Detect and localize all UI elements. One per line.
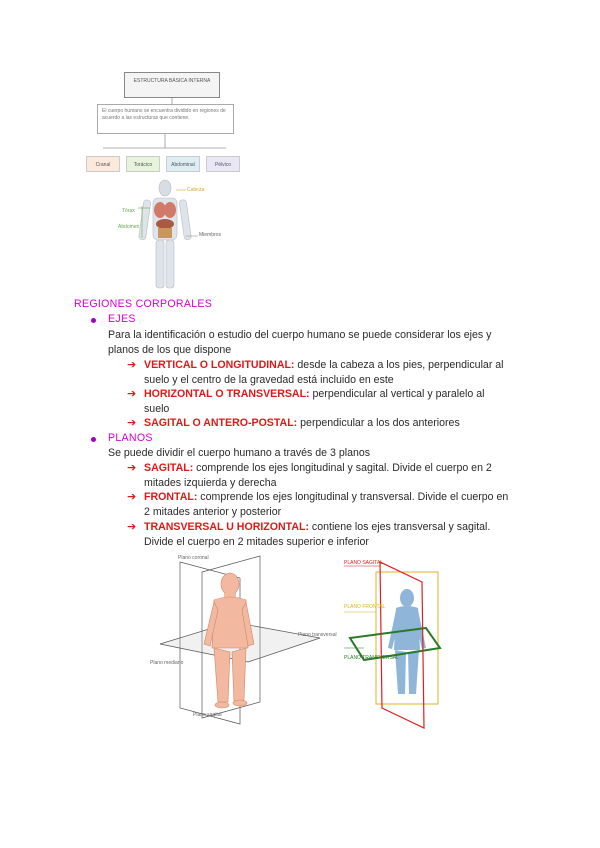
region-pelvico: Pélvico bbox=[206, 156, 240, 172]
planos-item-frontal: FRONTAL: comprende los ejes longitudinal y transversal. Divide el cuerpo en bbox=[144, 491, 509, 503]
bullet-icon bbox=[91, 318, 96, 323]
label-plano-sagital: Plano sagital bbox=[193, 712, 222, 718]
planos-item-sagital-cont: mitades izquierda y derecha bbox=[144, 477, 277, 489]
ejes-item-vertical-cont: suelo y el centro de la gravedad está incluido en este bbox=[144, 374, 394, 386]
anatomical-planes-figure bbox=[140, 552, 340, 732]
planos-item-transversal-cont: Divide el cuerpo en 2 mitades superior e inferior bbox=[144, 536, 369, 548]
label-right-frontal: PLANO FRONTAL bbox=[344, 604, 386, 610]
label-plano-transversal: Plano transversal bbox=[298, 632, 337, 638]
diagram-title: ESTRUCTURA BÁSICA INTERNA bbox=[124, 72, 220, 98]
colored-planes-figure bbox=[340, 552, 450, 730]
arrow-icon: ➔ bbox=[127, 388, 137, 400]
region-toracico: Torácico bbox=[126, 156, 160, 172]
region-cranal: Cranal bbox=[86, 156, 120, 172]
label-plano-coronal: Plano coronal bbox=[178, 555, 209, 561]
label-head: Cabeza bbox=[187, 187, 205, 193]
diagram-description: El cuerpo humano se encuentra dividido en regiones de acuerdo a las estructuras que contiene. bbox=[97, 104, 234, 134]
label-right-sagital: PLANO SAGITAL bbox=[344, 560, 384, 566]
label-plano-mediano: Plano mediano bbox=[150, 660, 184, 666]
label-limbs: Miembros bbox=[199, 232, 221, 238]
ejes-intro-line1: Para la identificación o estudio del cuerpo humano se puede considerar los ejes y bbox=[108, 329, 492, 341]
ejes-item-vertical: VERTICAL O LONGITUDINAL: desde la cabeza a los pies, perpendicular al bbox=[144, 359, 504, 371]
region-abdominal: Abdominal bbox=[166, 156, 200, 172]
ejes-intro-line2: planos de los que dispone bbox=[108, 344, 232, 356]
arrow-icon: ➔ bbox=[127, 417, 137, 429]
ejes-item-sagital: SAGITAL O ANTERO-POSTAL: perpendicular a los dos anteriores bbox=[144, 417, 460, 429]
section-title: REGIONES CORPORALES bbox=[74, 298, 213, 310]
ejes-item-horizontal-cont: suelo bbox=[144, 403, 170, 415]
label-right-transversal: PLANO TRANSVERSAL bbox=[344, 655, 399, 661]
ejes-heading: EJES bbox=[108, 313, 136, 325]
planos-item-transversal: TRANSVERSAL U HORIZONTAL: contiene los ejes transversal y sagital. bbox=[144, 521, 491, 533]
label-abdomen: Abdomen bbox=[118, 224, 140, 230]
arrow-icon: ➔ bbox=[127, 462, 137, 474]
ejes-item-horizontal: HORIZONTAL O TRANSVERSAL: perpendicular al vertical y paralelo al bbox=[144, 388, 485, 400]
bullet-icon bbox=[91, 437, 96, 442]
planos-heading: PLANOS bbox=[108, 432, 153, 444]
arrow-icon: ➔ bbox=[127, 491, 137, 503]
arrow-icon: ➔ bbox=[127, 359, 137, 371]
planos-item-sagital: SAGITAL: comprende los ejes longitudinal y sagital. Divide el cuerpo en 2 bbox=[144, 462, 492, 474]
planos-item-frontal-cont: 2 mitades anterior y posterior bbox=[144, 506, 282, 518]
planos-intro: Se puede dividir el cuerpo humano a través de 3 planos bbox=[108, 447, 371, 459]
label-thorax: Tórax bbox=[122, 208, 135, 214]
diagram-connectors bbox=[0, 0, 600, 300]
arrow-icon: ➔ bbox=[127, 521, 137, 533]
